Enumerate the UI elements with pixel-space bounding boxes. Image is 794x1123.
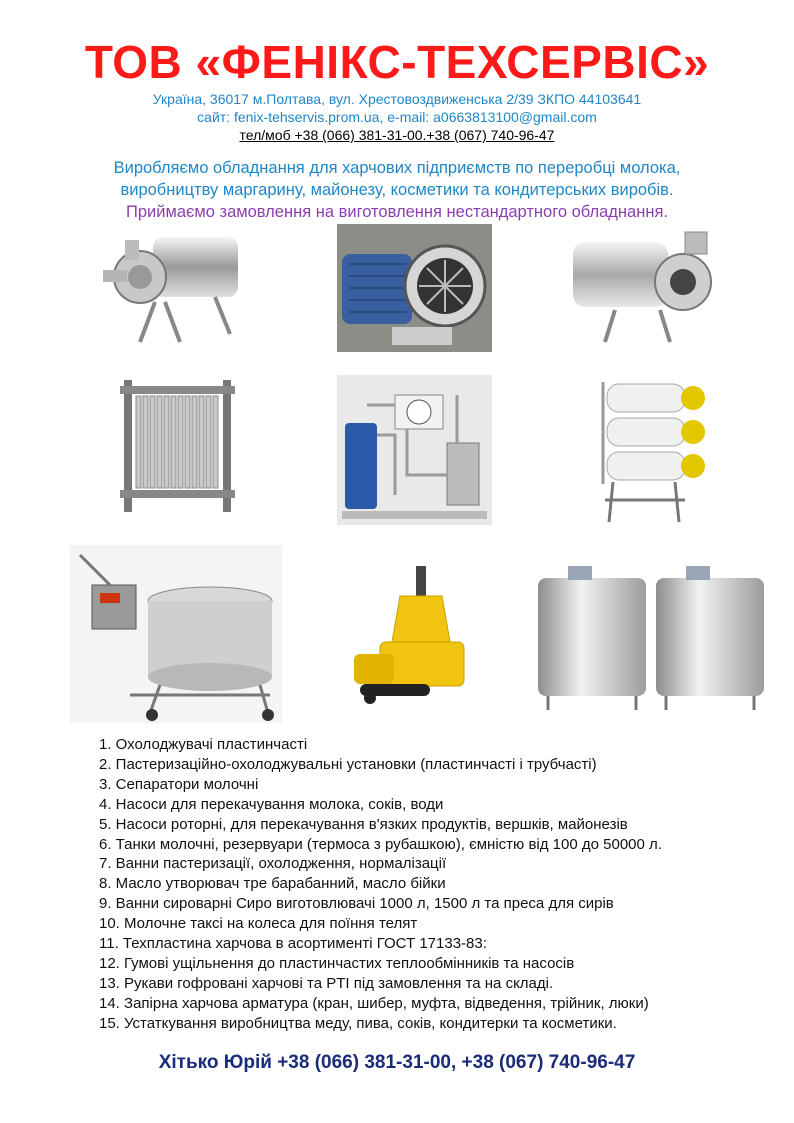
list-item: 2. Пастеризаційно-охолоджувальні установки (пластинчасті і трубчасті) [99,755,597,773]
list-item: 14. Запірна харчова арматура (кран, шибер, муфта, відведення, трійник, люки) [99,994,649,1012]
list-item: 4. Насоси для перекачування молока, соків, води [99,795,444,813]
centrifugal-pump-icon [95,222,245,347]
intro-line-2: виробництву маргарину, майонезу, косметики та кондитерських виробів. [120,181,674,199]
list-item: 15. Устаткування виробництва меду, пива, соків, кондитерки та косметики. [99,1014,617,1032]
list-item: 7. Ванни пастеризації, охолодження, нормалізації [99,855,447,873]
centrifugal-pump-icon-2 [565,222,720,347]
list-item: 12. Гумові ущільнення до пластинчастих теплообмінників та насосів [99,954,575,972]
list-item: 6. Танки молочні, резервуари (термоса з рубашкою), ємністю від 100 до 50000 л. [99,835,662,853]
rotary-pump-icon [337,224,492,352]
list-item: 1. Охолоджувачі пластинчасті [99,736,308,753]
list-item: 3. Сепаратори молочні [99,775,259,793]
list-item: 13. Рукави гофровані харчові та PTI під замовлення та на складі. [99,974,554,992]
list-item: 5. Насоси роторні, для перекачування в'язких продуктів, вершків, майонезів [99,815,628,833]
tubular-pasteurizer-icon [585,372,720,527]
milk-tanks-icon [528,552,773,712]
intro-line-3: Приймаємо замовлення на виготовлення нестандартного обладнання. [126,203,668,221]
intro-line-1: Виробляємо обладнання для харчових підприємств по переробці молока, [113,159,681,177]
company-site-email: сайт: fenix-tehservis.prom.ua, e-mail: a0663813100@gmail.com [197,109,597,125]
company-address: Україна, 36017 м.Полтава, вул. Хрестовоздвиженська 2/39 ЗКПО 44103641 [152,91,642,107]
company-title: ТОВ «ФЕНІКС-ТЕХСЕРВІС» [84,36,710,88]
plate-heat-exchanger-icon [110,372,245,517]
list-item: 8. Масло утворювач тре барабанний, масло бійки [99,875,446,893]
product-list [99,735,789,1034]
list-item: 9. Ванни сироварні Сиро виготовлювачі 1000 л, 1500 л та преса для сирів [99,895,614,913]
list-item: 10. Молочне таксі на колеса для поїння телят [99,915,418,933]
pasteurization-unit-icon [337,375,492,525]
milk-vat-icon [70,545,282,723]
list-item: 11. Техпластина харчова в асортименті ГОСТ 17133-83: [99,935,487,953]
company-phones: тел/моб +38 (066) 381-31-00.+38 (067) 740-96-47 [239,127,555,143]
milk-separator-icon [350,562,475,707]
footer-contact: Хітько Юрій +38 (066) 381-31-00, +38 (067) 740-96-47 [158,1052,636,1073]
